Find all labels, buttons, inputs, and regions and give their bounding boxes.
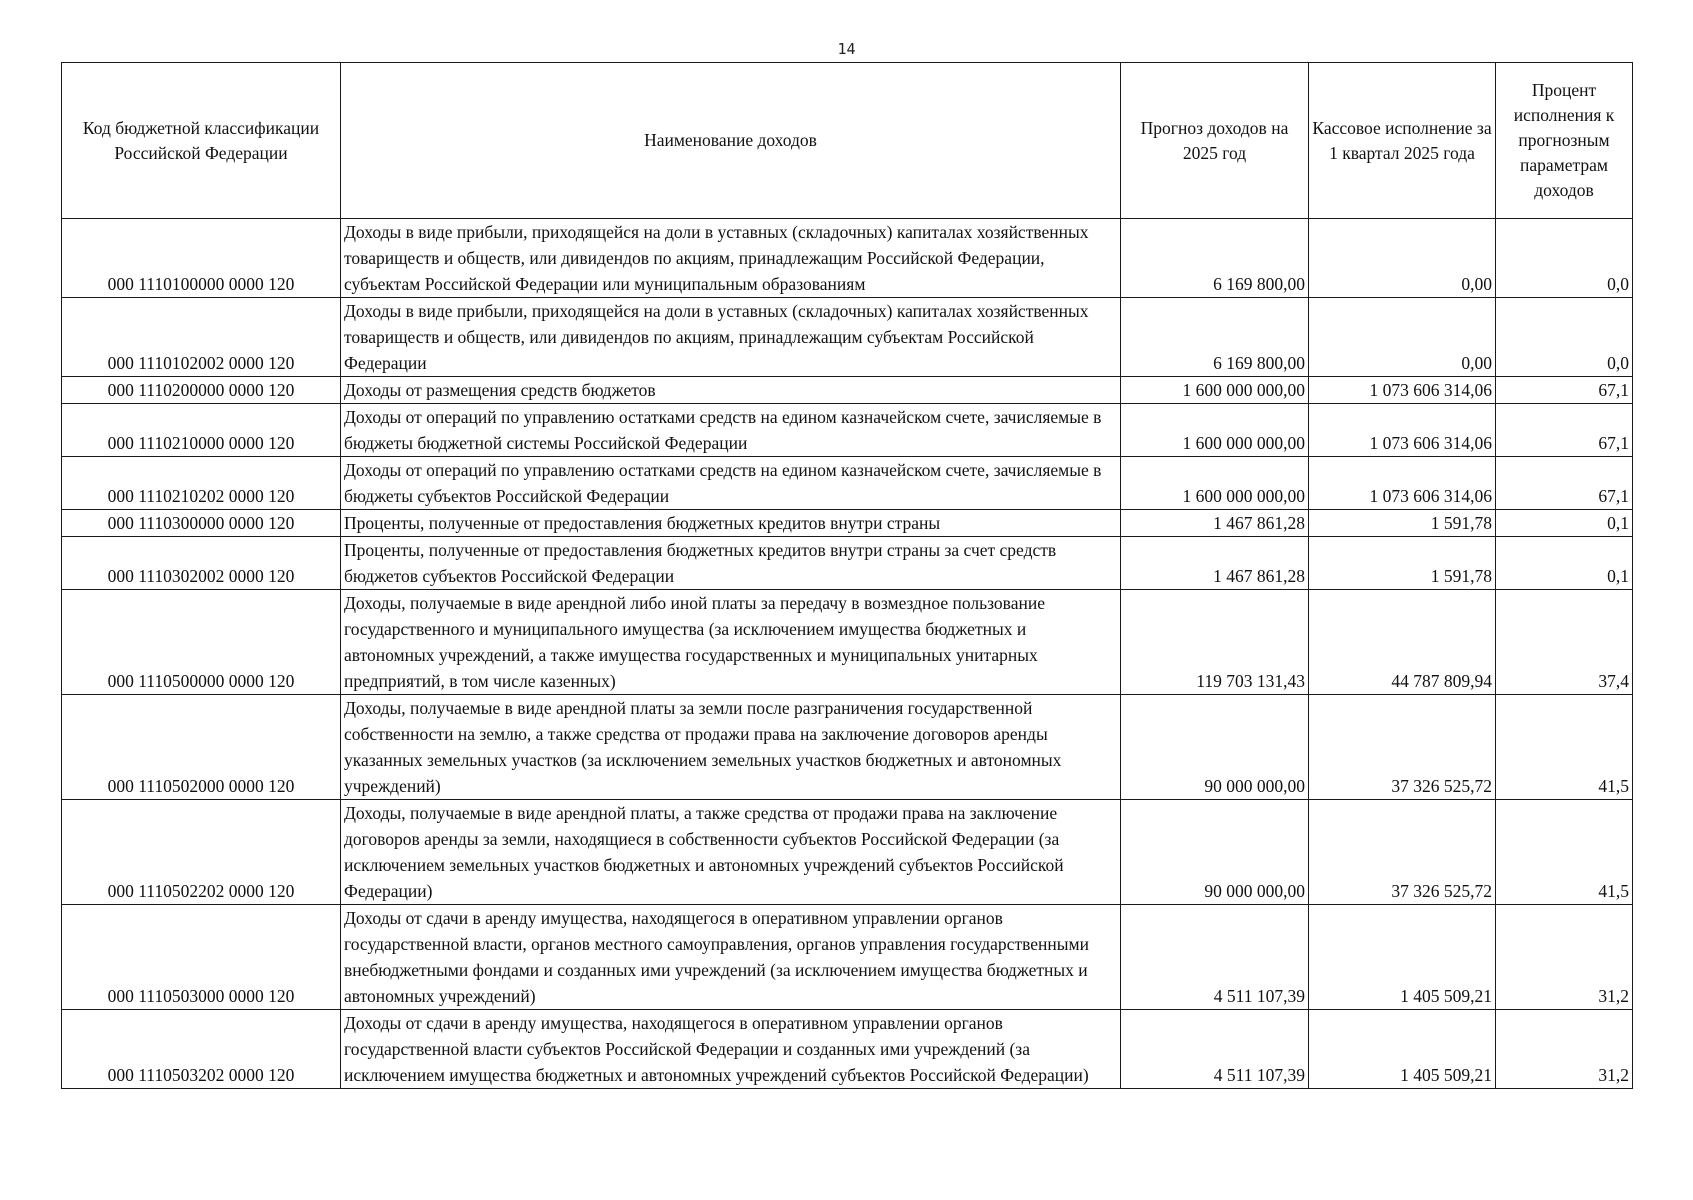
row-name: Проценты, полученные от предоставления бюджетных кредитов внутри страны за счет средств бюджетов субъектов Российской Федерации <box>341 537 1121 590</box>
row-forecast: 1 467 861,28 <box>1121 510 1309 537</box>
row-code: 000 1110100000 0000 120 <box>62 219 341 298</box>
row-code: 000 1110300000 0000 120 <box>62 510 341 537</box>
row-forecast: 90 000 000,00 <box>1121 800 1309 905</box>
row-name: Доходы в виде прибыли, приходящейся на доли в уставных (складочных) капиталах хозяйственных товариществ и обществ, или дивидендов по акциям, принадлежащим субъектам Российской Федерации <box>341 298 1121 377</box>
header-code: Код бюджетной классификации Российской Федерации <box>62 63 341 219</box>
row-cash: 37 326 525,72 <box>1309 800 1496 905</box>
table-row <box>62 377 1633 404</box>
row-percent: 37,4 <box>1496 590 1633 695</box>
page-number: 14 <box>837 40 856 58</box>
row-forecast: 4 511 107,39 <box>1121 905 1309 1010</box>
row-cash: 0,00 <box>1309 219 1496 298</box>
table-row <box>62 1010 1633 1089</box>
row-forecast: 6 169 800,00 <box>1121 298 1309 377</box>
row-code: 000 1110302002 0000 120 <box>62 537 341 590</box>
row-name: Доходы от размещения средств бюджетов <box>341 377 1121 404</box>
row-name: Доходы от сдачи в аренду имущества, находящегося в оперативном управлении органов государственной власти субъектов Российской Федерации и созданных ими учреждений (за исключением имущества бюджетных и автономных учреждений субъектов Российской Федерации) <box>341 1010 1121 1089</box>
header-name: Наименование доходов <box>341 63 1121 219</box>
row-percent: 41,5 <box>1496 695 1633 800</box>
table-row <box>62 219 1633 298</box>
row-code: 000 1110210000 0000 120 <box>62 404 341 457</box>
row-code: 000 1110210202 0000 120 <box>62 457 341 510</box>
header-forecast: Прогноз доходов на 2025 год <box>1121 63 1309 219</box>
row-name: Доходы, получаемые в виде арендной либо иной платы за передачу в возмездное пользование государственного и муниципального имущества (за исключением имущества бюджетных и автономных учреждений, а также имущества государственных и муниципальных унитарных предприятий, в том числе казенных) <box>341 590 1121 695</box>
row-name: Доходы от операций по управлению остатками средств на едином казначейском счете, зачисляемые в бюджеты субъектов Российской Федерации <box>341 457 1121 510</box>
row-percent: 0,1 <box>1496 537 1633 590</box>
table-row <box>62 457 1633 510</box>
table-row <box>62 695 1633 800</box>
table-row <box>62 404 1633 457</box>
row-forecast: 4 511 107,39 <box>1121 1010 1309 1089</box>
table-row <box>62 800 1633 905</box>
row-percent: 67,1 <box>1496 377 1633 404</box>
row-percent: 41,5 <box>1496 800 1633 905</box>
row-forecast: 1 600 000 000,00 <box>1121 404 1309 457</box>
row-cash: 1 073 606 314,06 <box>1309 377 1496 404</box>
table-row <box>62 510 1633 537</box>
row-code: 000 1110503000 0000 120 <box>62 905 341 1010</box>
row-name: Доходы от сдачи в аренду имущества, находящегося в оперативном управлении органов государственной власти, органов местного самоуправления, органов управления государственными внебюджетными фондами и созданных ими учреждений (за исключением имущества бюджетных и автономных учреждений) <box>341 905 1121 1010</box>
row-code: 000 1110500000 0000 120 <box>62 590 341 695</box>
row-percent: 31,2 <box>1496 905 1633 1010</box>
row-percent: 0,0 <box>1496 219 1633 298</box>
row-code: 000 1110502202 0000 120 <box>62 800 341 905</box>
row-name: Доходы, получаемые в виде арендной платы за земли после разграничения государственной собственности на землю, а также средства от продажи права на заключение договоров аренды указанных земельных участков (за исключением земельных участков бюджетных и автономных учреждений) <box>341 695 1121 800</box>
row-forecast: 1 600 000 000,00 <box>1121 457 1309 510</box>
row-forecast: 90 000 000,00 <box>1121 695 1309 800</box>
row-percent: 67,1 <box>1496 457 1633 510</box>
row-forecast: 1 467 861,28 <box>1121 537 1309 590</box>
row-forecast: 1 600 000 000,00 <box>1121 377 1309 404</box>
row-percent: 0,0 <box>1496 298 1633 377</box>
row-name: Доходы в виде прибыли, приходящейся на доли в уставных (складочных) капиталах хозяйственных товариществ и обществ, или дивидендов по акциям, принадлежащим Российской Федерации, субъектам Российской Федерации или муниципальным образованиям <box>341 219 1121 298</box>
row-cash: 1 405 509,21 <box>1309 905 1496 1010</box>
row-code: 000 1110503202 0000 120 <box>62 1010 341 1089</box>
table-row <box>62 537 1633 590</box>
row-code: 000 1110502000 0000 120 <box>62 695 341 800</box>
row-cash: 1 073 606 314,06 <box>1309 404 1496 457</box>
table-row <box>62 590 1633 695</box>
header-cash: Кассовое исполнение за 1 квартал 2025 года <box>1309 63 1496 219</box>
row-cash: 1 073 606 314,06 <box>1309 457 1496 510</box>
row-name: Проценты, полученные от предоставления бюджетных кредитов внутри страны <box>341 510 1121 537</box>
revenue-table <box>61 62 1633 1089</box>
row-name: Доходы от операций по управлению остатками средств на едином казначейском счете, зачисляемые в бюджеты бюджетной системы Российской Федерации <box>341 404 1121 457</box>
header-percent: Процент исполнения к прогнозным параметрам доходов <box>1496 63 1633 219</box>
header-row <box>62 63 1633 219</box>
table-body <box>62 219 1633 1089</box>
row-code: 000 1110102002 0000 120 <box>62 298 341 377</box>
row-percent: 31,2 <box>1496 1010 1633 1089</box>
row-code: 000 1110200000 0000 120 <box>62 377 341 404</box>
row-percent: 67,1 <box>1496 404 1633 457</box>
row-name: Доходы, получаемые в виде арендной платы, а также средства от продажи права на заключение договоров аренды за земли, находящиеся в собственности субъектов Российской Федерации (за исключением земельных участков бюджетных и автономных учреждений субъектов Российской Федерации) <box>341 800 1121 905</box>
row-cash: 0,00 <box>1309 298 1496 377</box>
row-cash: 1 405 509,21 <box>1309 1010 1496 1089</box>
table-row <box>62 298 1633 377</box>
row-percent: 0,1 <box>1496 510 1633 537</box>
row-cash: 1 591,78 <box>1309 537 1496 590</box>
row-forecast: 119 703 131,43 <box>1121 590 1309 695</box>
row-cash: 1 591,78 <box>1309 510 1496 537</box>
row-forecast: 6 169 800,00 <box>1121 219 1309 298</box>
row-cash: 37 326 525,72 <box>1309 695 1496 800</box>
row-cash: 44 787 809,94 <box>1309 590 1496 695</box>
table-row <box>62 905 1633 1010</box>
